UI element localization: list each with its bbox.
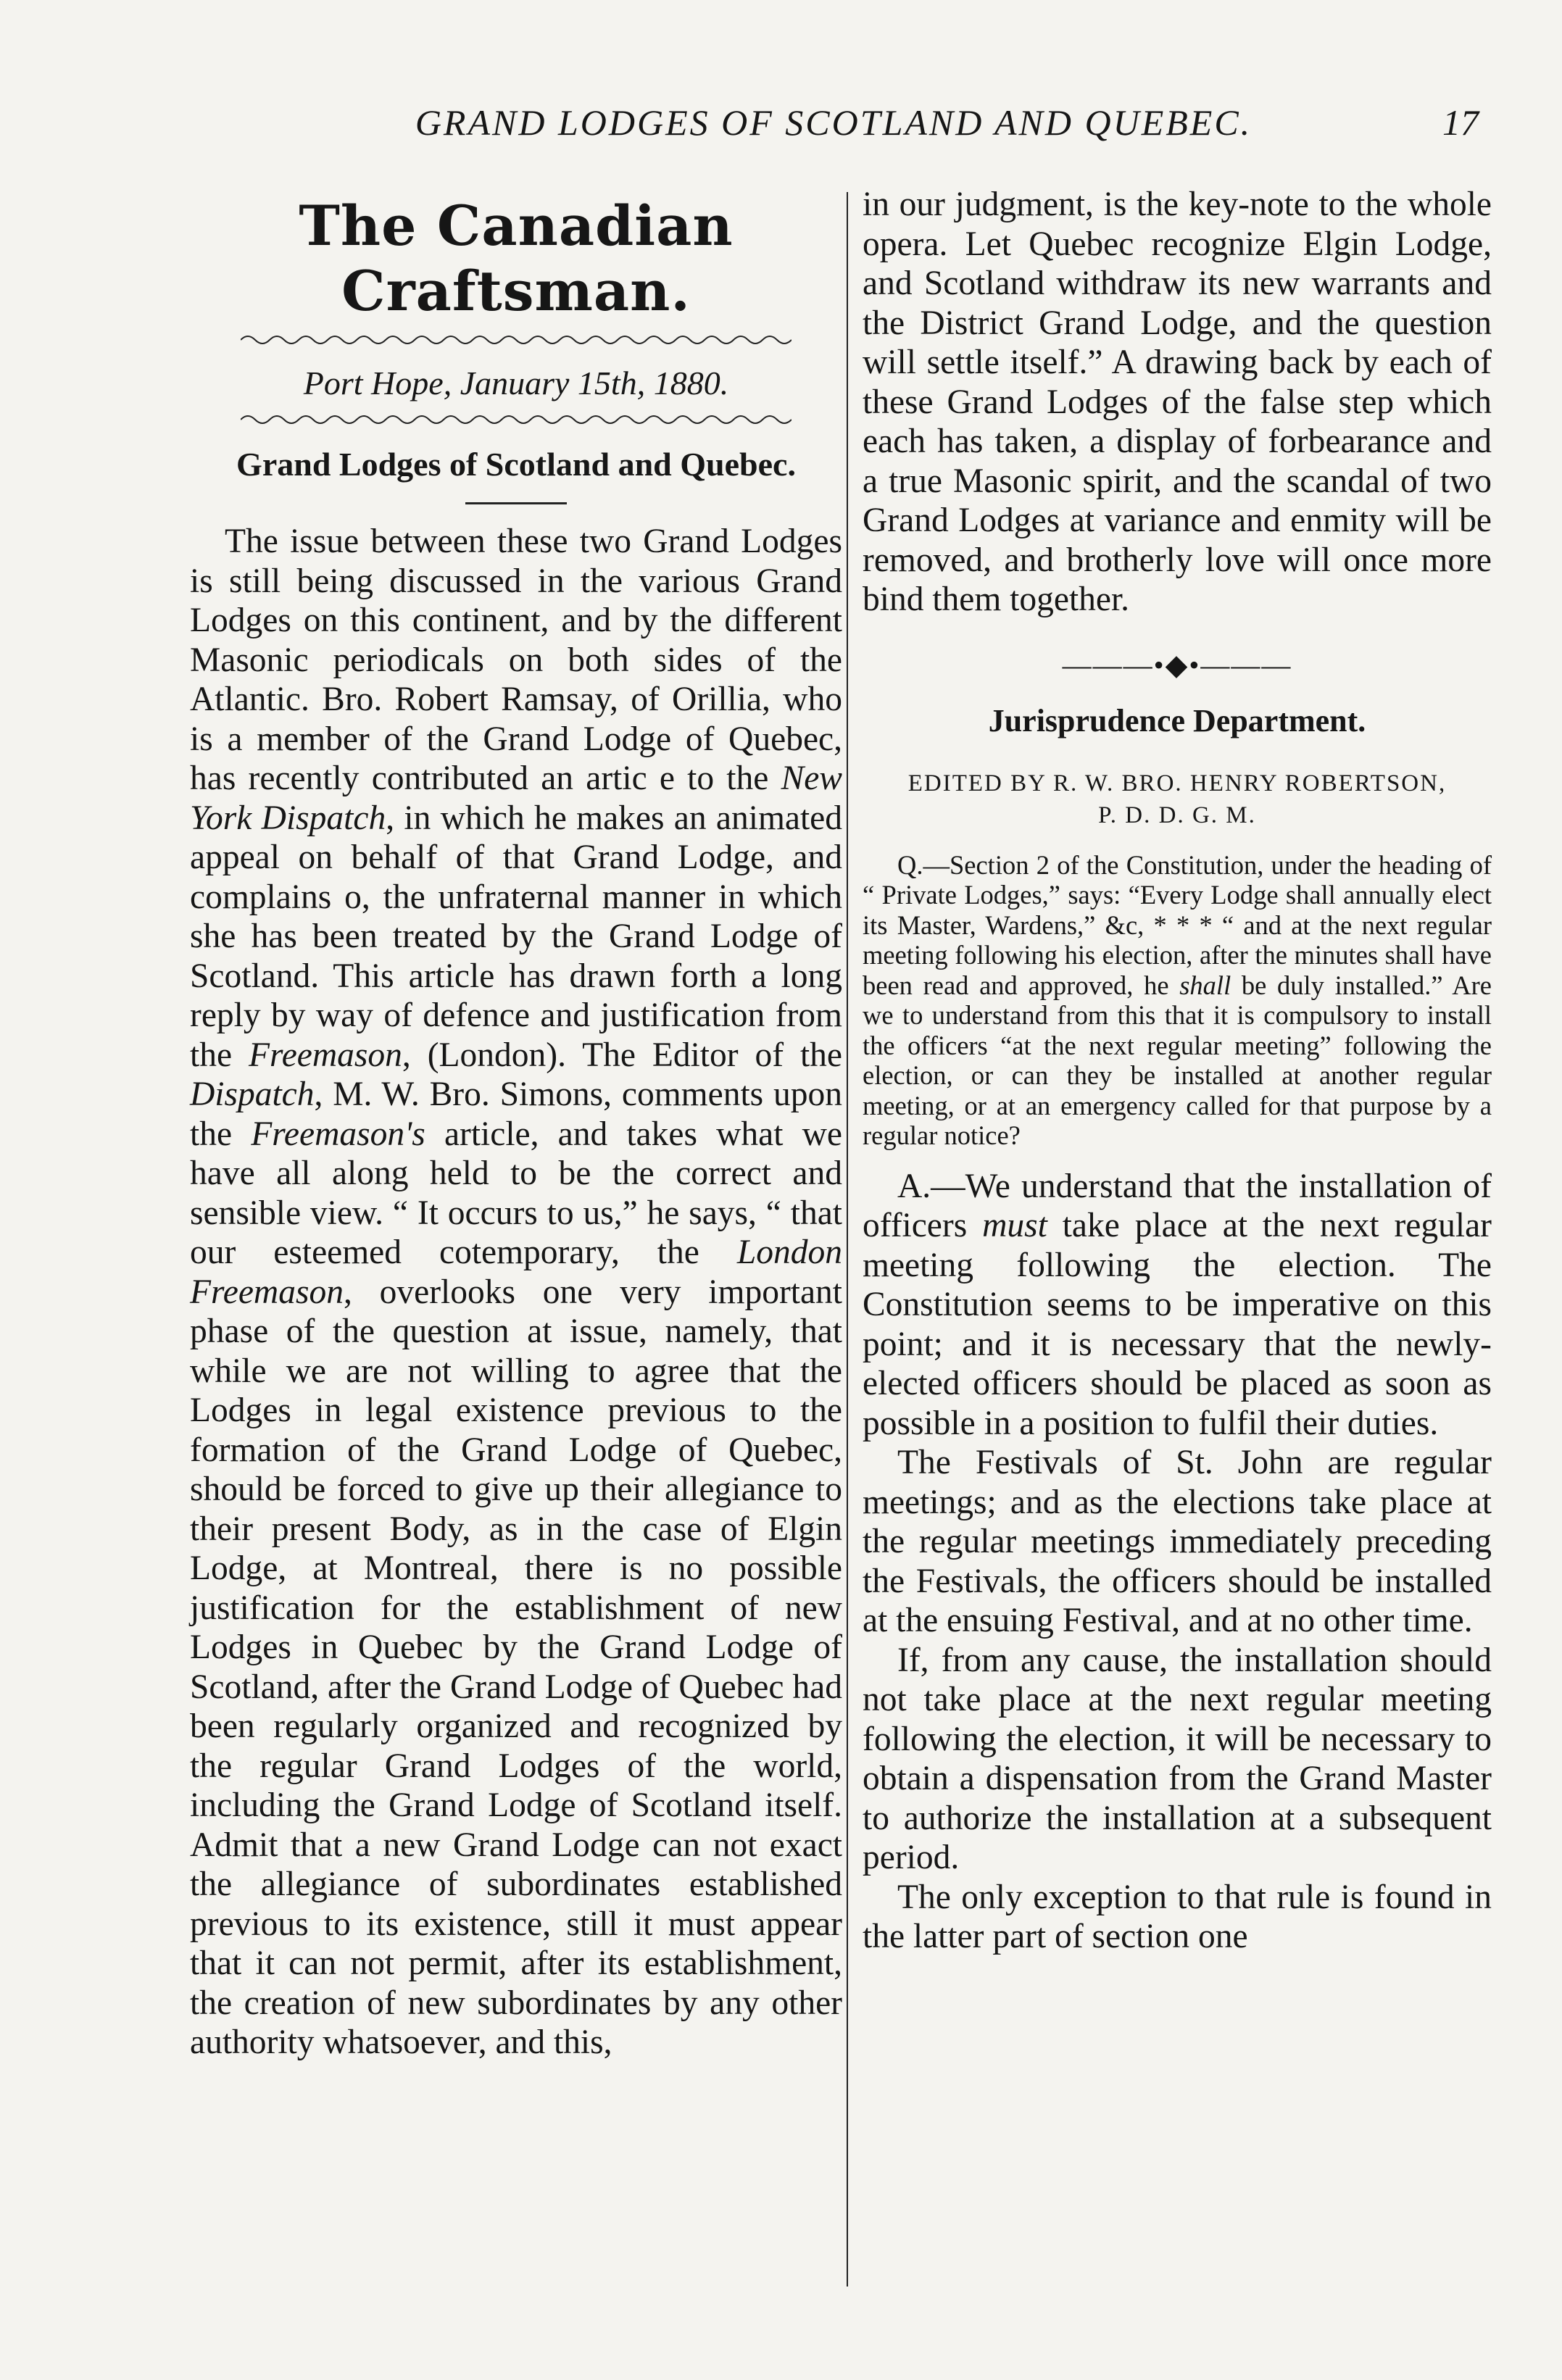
wavy-rule-bottom [190,411,842,433]
wavy-rule-top [190,331,842,353]
exception-paragraph: The only exception to that rule is found in the latter part of section one [863,1878,1492,1955]
cause-paragraph: If, from any cause, the installation should not take place at the next regular meeting following the election, it will be necessary to obtain a dispensation from the Grand Master to authorize the installation at a subsequent period. [863,1641,1492,1876]
running-title: GRAND LODGES OF SCOTLAND AND QUEBEC. [415,102,1252,143]
article-continuation: in our judgment, is the key-note to the whole opera. Let Quebec recognize Elgin Lodge, and Scotland withdraw its new warrants and the District Grand Lodge, and the question will settle itself.” A drawing back by each of these Grand Lodges of the false step which each has taken, a display of forbearance and a true Masonic spirit, and the scandal of two Grand Lodges at variance and enmity will be removed, and brotherly love will once more bind them together. [863,186,1492,618]
answer-paragraph: A.—We understand that the installation of officers must take place at the next regular meeting following the election. The Constitution seems to be imperative on this point; and it is necessary that the newly-elected officers should be placed as soon as possible in a position to fulfil their duties. [863,1167,1492,1442]
article-paragraph: The issue between these two Grand Lodges is still being discussed in the various Grand Lodges on this continent, and by the different Masonic periodicals on both sides of the Atlantic. Bro. Robert Ramsay, of Orillia, who is a member of the Grand Lodge of Quebec, has recently contributed an artic e to the New York Dispatch, in which he makes an animated appeal on behalf of that Grand Lodge, and complains o, the unfraternal manner in which she has been treated by the Grand Lodge of Scotland. This article has drawn forth a long reply by way of defence and justification from the Freemason, (London). The Editor of the Dispatch, M. W. Bro. Simons, comments upon the Freemason's article, and takes what we have all along held to be the correct and sensible view. “ It occurs to us,” he says, “ that our esteemed cotemporary, the London Freemason, overlooks one very important phase of the question at issue, namely, that while we are not willing to agree that the Lodges in legal existence previous to the formation of the Grand Lodge of Quebec, should be forced to give up their allegiance to their present Body, as in the case of Elgin Lodge, at Montreal, there is no possible justification for the establishment of new Lodges in Quebec by the Grand Lodge of Scotland, after the Grand Lodge of Quebec had been regularly organized and recognized by the regular Grand Lodges of the world, including the Grand Lodge of Scotland itself. Admit that a new Grand Lodge can not exact the allegiance of subordinates established previous to its existence, still it must appear that it can not permit, after its establishment, the creation of new subordinates by any other authority whatsoever, and this, [190,523,843,2061]
left-column [190,185,842,2063]
editor-credit-line2: P. D. D. G. M. [1098,802,1256,828]
right-column [863,185,1492,1957]
editor-credit-line1: EDITED BY R. W. BRO. HENRY ROBERTSON, [907,770,1447,796]
running-head [188,87,1479,152]
masthead: The Canadian Craftsman. [299,194,734,323]
heading-rule [465,502,567,504]
section-heading: Jurisprudence Department. [988,702,1366,738]
column-divider [847,192,848,2287]
ornament-divider: ———•◆•——— [1062,648,1292,681]
article-heading: Grand Lodges of Scotland and Quebec. [236,446,796,483]
page-number: 17 [1442,102,1479,143]
question-paragraph: Q.—Section 2 of the Constitution, under the heading of “ Private Lodges,” says: “Every Lodge shall annually elect its Master, Wardens,” &c, * * * “ and at the next regular meeting following his election, after the minutes shall have been read and approved, he shall be duly installed.” Are we to understand from this that it is compulsory to install the officers “at the next regular meeting” following the election, or can they be installed at another regular meeting, or at an emergency called for that purpose by a regular notice? [863,849,1492,1150]
editor-credit [863,767,1492,831]
festivals-paragraph: The Festivals of St. John are regular meetings; and as the elections take place at the regular meetings immediately preceding the Festivals, the officers should be installed at the ensuing Festival, and at no other time. [863,1444,1492,1639]
dateline: Port Hope, January 15th, 1880. [303,365,729,401]
